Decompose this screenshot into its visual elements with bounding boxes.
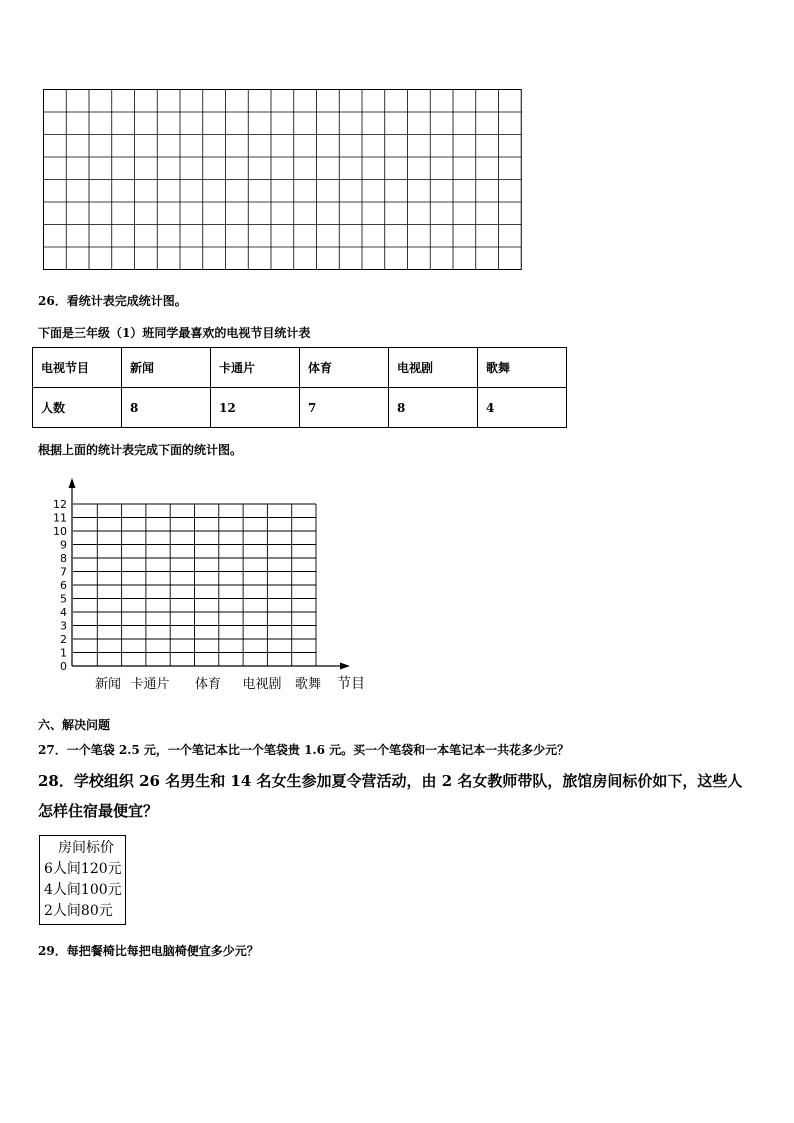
program-cell: 新闻 [122, 348, 211, 388]
count-cell: 8 [389, 388, 478, 428]
chart-instruction: 根据上面的统计表完成下面的统计图。 [38, 443, 243, 457]
program-cell: 体育 [300, 348, 389, 388]
program-cell: 卡通片 [211, 348, 300, 388]
table-caption: 下面是三年级（1）班同学最喜欢的电视节目统计表 [38, 326, 311, 340]
table-header-cell: 电视节目 [33, 348, 122, 388]
question-28-line-2: 怎样住宿最便宜？ [38, 802, 159, 820]
answer-grid [43, 89, 523, 272]
x-category-label: 歌舞 [294, 677, 322, 692]
y-tick-label: 10 [53, 525, 67, 538]
question-29: 29．每把餐椅比每把电脑椅便宜多少元？ [38, 944, 259, 958]
price-box-header: 房间标价 [58, 840, 114, 856]
table-row [33, 388, 567, 428]
question-26-title: 26．看统计表完成统计图。 [38, 294, 187, 308]
x-category-label: 卡通片 [130, 677, 170, 692]
y-tick-label: 1 [60, 646, 67, 660]
y-tick-label: 12 [53, 498, 67, 511]
room-price-box [39, 835, 126, 925]
question-27: 27．一个笔袋 2.5 元，一个笔记本比一个笔袋贵 1.6 元。买一个笔袋和一本笔记本一共花多少元？ [38, 743, 570, 757]
section-title: 六、解决问题 [38, 718, 111, 732]
x-axis-title: 节目 [337, 676, 365, 692]
x-category-label: 新闻 [94, 677, 122, 692]
table-row [33, 348, 567, 388]
y-tick-label: 0 [60, 660, 67, 673]
count-cell: 8 [122, 388, 211, 428]
y-tick-label: 2 [60, 633, 67, 646]
question-28 [38, 766, 742, 826]
program-cell: 歌舞 [478, 348, 567, 388]
count-cell: 12 [211, 388, 300, 428]
price-row: 6人间120元 [44, 861, 122, 877]
x-category-label: 电视剧 [242, 677, 282, 692]
price-row: 4人间100元 [44, 882, 122, 898]
y-tick-label: 11 [53, 511, 67, 525]
y-tick-label: 8 [60, 552, 67, 565]
y-tick-label: 7 [60, 565, 67, 579]
price-row: 2人间80元 [44, 903, 113, 919]
y-tick-label: 4 [60, 606, 67, 619]
x-category-label: 体育 [194, 677, 222, 692]
program-cell: 电视剧 [389, 348, 478, 388]
table-header-cell: 人数 [33, 388, 122, 428]
y-tick-label: 3 [60, 619, 67, 633]
count-cell: 7 [300, 388, 389, 428]
question-28-line-1: 28．学校组织 26 名男生和 14 名女生参加夏令营活动，由 2 名女教师带队，旅馆房间标价如下，这些人 [38, 772, 743, 790]
count-cell: 4 [478, 388, 567, 428]
y-tick-label: 6 [60, 579, 67, 592]
y-tick-label: 5 [60, 592, 67, 606]
y-tick-label: 9 [60, 538, 67, 552]
y-axis-arrow [69, 478, 76, 488]
statistics-chart [50, 470, 370, 700]
tv-program-stats-table [32, 347, 567, 428]
x-axis-arrow [340, 663, 350, 670]
